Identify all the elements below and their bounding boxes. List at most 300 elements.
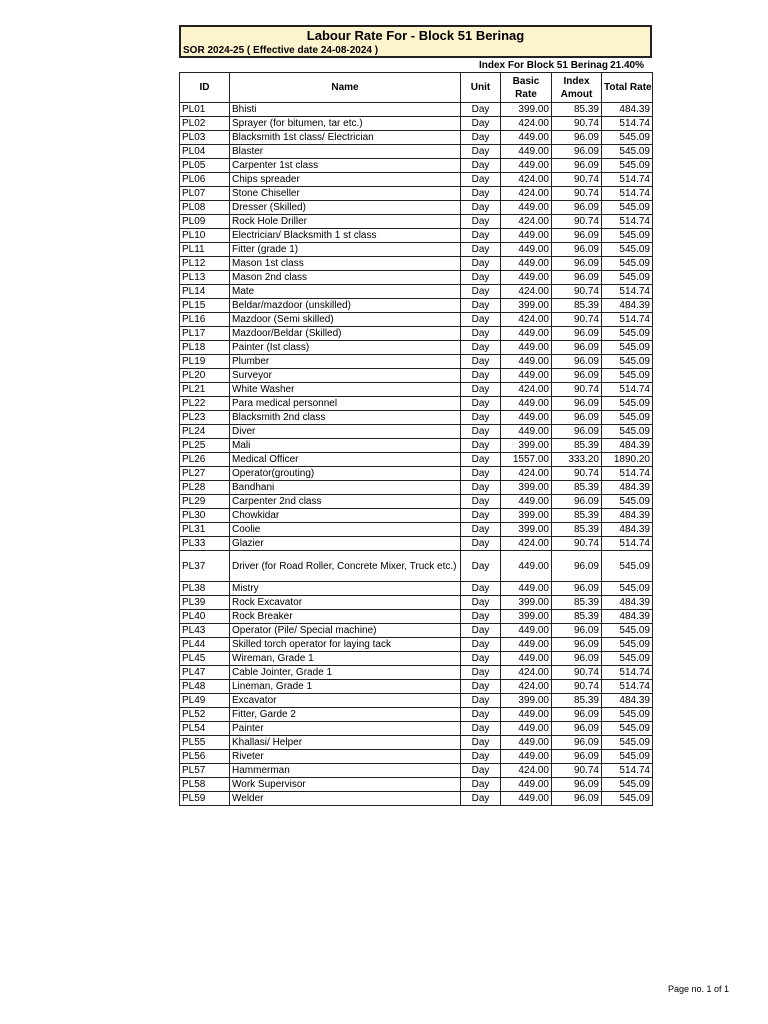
cell-total-rate: 484.39 bbox=[602, 509, 653, 523]
cell-index-amount: 96.09 bbox=[552, 341, 602, 355]
cell-total-rate: 545.09 bbox=[602, 145, 653, 159]
table-row bbox=[180, 736, 653, 750]
table-row bbox=[180, 229, 653, 243]
cell-total-rate: 484.39 bbox=[602, 610, 653, 624]
cell-unit: Day bbox=[461, 187, 501, 201]
cell-basic-rate: 424.00 bbox=[501, 383, 552, 397]
table-row bbox=[180, 299, 653, 313]
cell-unit: Day bbox=[461, 624, 501, 638]
cell-total-rate: 514.74 bbox=[602, 285, 653, 299]
cell-total-rate: 545.09 bbox=[602, 131, 653, 145]
cell-name: Painter bbox=[230, 722, 461, 736]
cell-index-amount: 90.74 bbox=[552, 666, 602, 680]
cell-total-rate: 545.09 bbox=[602, 243, 653, 257]
cell-id: PL03 bbox=[180, 131, 230, 145]
col-header-name: Name bbox=[230, 73, 461, 103]
table-row bbox=[180, 495, 653, 509]
cell-basic-rate: 449.00 bbox=[501, 257, 552, 271]
cell-basic-rate: 449.00 bbox=[501, 131, 552, 145]
cell-id: PL05 bbox=[180, 159, 230, 173]
cell-basic-rate: 399.00 bbox=[501, 694, 552, 708]
table-header-row bbox=[180, 73, 653, 103]
cell-basic-rate: 449.00 bbox=[501, 397, 552, 411]
cell-unit: Day bbox=[461, 257, 501, 271]
cell-id: PL19 bbox=[180, 355, 230, 369]
cell-name: Operator (Pile/ Special machine) bbox=[230, 624, 461, 638]
table-row bbox=[180, 201, 653, 215]
cell-id: PL04 bbox=[180, 145, 230, 159]
cell-total-rate: 545.09 bbox=[602, 341, 653, 355]
cell-id: PL17 bbox=[180, 327, 230, 341]
cell-name: White Washer bbox=[230, 383, 461, 397]
table-row bbox=[180, 341, 653, 355]
sheet-subtitle: SOR 2024-25 ( Effective date 24-08-2024 ) bbox=[183, 45, 379, 56]
table-row bbox=[180, 792, 653, 806]
cell-name: Work Supervisor bbox=[230, 778, 461, 792]
cell-index-amount: 96.09 bbox=[552, 229, 602, 243]
cell-unit: Day bbox=[461, 159, 501, 173]
cell-name: Chowkidar bbox=[230, 509, 461, 523]
cell-basic-rate: 449.00 bbox=[501, 145, 552, 159]
cell-name: Excavator bbox=[230, 694, 461, 708]
cell-id: PL37 bbox=[180, 551, 230, 582]
table-row bbox=[180, 285, 653, 299]
cell-unit: Day bbox=[461, 596, 501, 610]
cell-basic-rate: 424.00 bbox=[501, 313, 552, 327]
cell-basic-rate: 449.00 bbox=[501, 327, 552, 341]
cell-total-rate: 545.09 bbox=[602, 411, 653, 425]
cell-id: PL31 bbox=[180, 523, 230, 537]
cell-basic-rate: 424.00 bbox=[501, 173, 552, 187]
cell-total-rate: 484.39 bbox=[602, 439, 653, 453]
cell-unit: Day bbox=[461, 778, 501, 792]
cell-basic-rate: 399.00 bbox=[501, 299, 552, 313]
cell-name: Mazdoor/Beldar (Skilled) bbox=[230, 327, 461, 341]
cell-id: PL24 bbox=[180, 425, 230, 439]
table-row bbox=[180, 652, 653, 666]
cell-unit: Day bbox=[461, 736, 501, 750]
cell-name: Stone Chiseller bbox=[230, 187, 461, 201]
cell-total-rate: 514.74 bbox=[602, 680, 653, 694]
cell-basic-rate: 399.00 bbox=[501, 523, 552, 537]
cell-unit: Day bbox=[461, 764, 501, 778]
index-row bbox=[179, 58, 652, 72]
cell-id: PL26 bbox=[180, 453, 230, 467]
cell-total-rate: 484.39 bbox=[602, 694, 653, 708]
cell-unit: Day bbox=[461, 666, 501, 680]
table-row bbox=[180, 145, 653, 159]
index-value: 21.40% bbox=[610, 60, 644, 71]
cell-unit: Day bbox=[461, 201, 501, 215]
cell-total-rate: 514.74 bbox=[602, 467, 653, 481]
cell-unit: Day bbox=[461, 103, 501, 117]
cell-index-amount: 333.20 bbox=[552, 453, 602, 467]
cell-id: PL49 bbox=[180, 694, 230, 708]
cell-index-amount: 90.74 bbox=[552, 285, 602, 299]
cell-total-rate: 545.09 bbox=[602, 257, 653, 271]
cell-total-rate: 545.09 bbox=[602, 750, 653, 764]
cell-name: Welder bbox=[230, 792, 461, 806]
cell-id: PL45 bbox=[180, 652, 230, 666]
cell-total-rate: 545.09 bbox=[602, 624, 653, 638]
cell-index-amount: 90.74 bbox=[552, 313, 602, 327]
col-header-basic-rate bbox=[501, 73, 552, 103]
cell-index-amount: 96.09 bbox=[552, 271, 602, 285]
cell-basic-rate: 449.00 bbox=[501, 229, 552, 243]
cell-basic-rate: 399.00 bbox=[501, 439, 552, 453]
cell-basic-rate: 424.00 bbox=[501, 680, 552, 694]
cell-unit: Day bbox=[461, 425, 501, 439]
cell-name: Painter (Ist class) bbox=[230, 341, 461, 355]
table-row bbox=[180, 425, 653, 439]
cell-unit: Day bbox=[461, 271, 501, 285]
cell-name: Rock Excavator bbox=[230, 596, 461, 610]
cell-id: PL28 bbox=[180, 481, 230, 495]
table-row bbox=[180, 383, 653, 397]
cell-unit: Day bbox=[461, 439, 501, 453]
cell-unit: Day bbox=[461, 131, 501, 145]
cell-name: Mason 1st class bbox=[230, 257, 461, 271]
cell-total-rate: 545.09 bbox=[602, 722, 653, 736]
cell-name: Khallasi/ Helper bbox=[230, 736, 461, 750]
cell-id: PL52 bbox=[180, 708, 230, 722]
cell-total-rate: 514.74 bbox=[602, 383, 653, 397]
cell-id: PL33 bbox=[180, 537, 230, 551]
cell-index-amount: 90.74 bbox=[552, 215, 602, 229]
cell-id: PL30 bbox=[180, 509, 230, 523]
cell-unit: Day bbox=[461, 243, 501, 257]
cell-total-rate: 484.39 bbox=[602, 481, 653, 495]
cell-unit: Day bbox=[461, 369, 501, 383]
cell-basic-rate: 424.00 bbox=[501, 285, 552, 299]
cell-index-amount: 96.09 bbox=[552, 355, 602, 369]
cell-index-amount: 96.09 bbox=[552, 397, 602, 411]
cell-name: Rock Breaker bbox=[230, 610, 461, 624]
cell-basic-rate: 399.00 bbox=[501, 103, 552, 117]
cell-total-rate: 545.09 bbox=[602, 327, 653, 341]
cell-unit: Day bbox=[461, 117, 501, 131]
cell-total-rate: 484.39 bbox=[602, 523, 653, 537]
cell-unit: Day bbox=[461, 694, 501, 708]
cell-basic-rate: 424.00 bbox=[501, 187, 552, 201]
cell-id: PL57 bbox=[180, 764, 230, 778]
table-row bbox=[180, 131, 653, 145]
cell-index-amount: 96.09 bbox=[552, 159, 602, 173]
cell-unit: Day bbox=[461, 652, 501, 666]
cell-id: PL20 bbox=[180, 369, 230, 383]
cell-total-rate: 514.74 bbox=[602, 117, 653, 131]
cell-unit: Day bbox=[461, 537, 501, 551]
table-row bbox=[180, 453, 653, 467]
cell-id: PL54 bbox=[180, 722, 230, 736]
cell-unit: Day bbox=[461, 411, 501, 425]
cell-basic-rate: 399.00 bbox=[501, 610, 552, 624]
cell-unit: Day bbox=[461, 610, 501, 624]
cell-unit: Day bbox=[461, 229, 501, 243]
cell-basic-rate: 449.00 bbox=[501, 341, 552, 355]
cell-index-amount: 90.74 bbox=[552, 187, 602, 201]
cell-basic-rate: 399.00 bbox=[501, 481, 552, 495]
cell-basic-rate: 424.00 bbox=[501, 666, 552, 680]
cell-name: Riveter bbox=[230, 750, 461, 764]
cell-index-amount: 96.09 bbox=[552, 131, 602, 145]
table-row bbox=[180, 313, 653, 327]
cell-name: Blaster bbox=[230, 145, 461, 159]
cell-name: Rock Hole Driller bbox=[230, 215, 461, 229]
cell-name: Para medical personnel bbox=[230, 397, 461, 411]
cell-name: Carpenter 1st class bbox=[230, 159, 461, 173]
cell-basic-rate: 424.00 bbox=[501, 467, 552, 481]
cell-index-amount: 96.09 bbox=[552, 145, 602, 159]
cell-index-amount: 96.09 bbox=[552, 327, 602, 341]
table-row bbox=[180, 327, 653, 341]
cell-basic-rate: 424.00 bbox=[501, 764, 552, 778]
cell-name: Skilled torch operator for laying tack bbox=[230, 638, 461, 652]
cell-id: PL18 bbox=[180, 341, 230, 355]
table-row bbox=[180, 624, 653, 638]
cell-id: PL02 bbox=[180, 117, 230, 131]
cell-unit: Day bbox=[461, 638, 501, 652]
cell-name: Fitter (grade 1) bbox=[230, 243, 461, 257]
cell-name: Coolie bbox=[230, 523, 461, 537]
cell-id: PL47 bbox=[180, 666, 230, 680]
cell-basic-rate: 449.00 bbox=[501, 750, 552, 764]
cell-index-amount: 96.09 bbox=[552, 257, 602, 271]
cell-basic-rate: 449.00 bbox=[501, 355, 552, 369]
basic-rate-line1: Basic bbox=[512, 75, 540, 87]
cell-index-amount: 90.74 bbox=[552, 383, 602, 397]
table-row bbox=[180, 467, 653, 481]
cell-id: PL12 bbox=[180, 257, 230, 271]
cell-index-amount: 85.39 bbox=[552, 439, 602, 453]
table-row bbox=[180, 764, 653, 778]
cell-total-rate: 545.09 bbox=[602, 495, 653, 509]
index-amount-line2: Amout bbox=[560, 88, 593, 100]
table-row bbox=[180, 271, 653, 285]
cell-index-amount: 85.39 bbox=[552, 523, 602, 537]
table-row bbox=[180, 397, 653, 411]
cell-unit: Day bbox=[461, 145, 501, 159]
cell-index-amount: 96.09 bbox=[552, 652, 602, 666]
cell-id: PL44 bbox=[180, 638, 230, 652]
cell-id: PL25 bbox=[180, 439, 230, 453]
cell-unit: Day bbox=[461, 397, 501, 411]
table-row bbox=[180, 551, 653, 582]
cell-unit: Day bbox=[461, 383, 501, 397]
cell-index-amount: 85.39 bbox=[552, 509, 602, 523]
cell-id: PL11 bbox=[180, 243, 230, 257]
cell-total-rate: 514.74 bbox=[602, 537, 653, 551]
cell-unit: Day bbox=[461, 551, 501, 582]
table-row bbox=[180, 537, 653, 551]
cell-name: Blacksmith 1st class/ Electrician bbox=[230, 131, 461, 145]
table-row bbox=[180, 666, 653, 680]
cell-total-rate: 514.74 bbox=[602, 666, 653, 680]
cell-index-amount: 96.09 bbox=[552, 624, 602, 638]
cell-id: PL27 bbox=[180, 467, 230, 481]
cell-name: Hammerman bbox=[230, 764, 461, 778]
cell-unit: Day bbox=[461, 481, 501, 495]
col-header-index-amount bbox=[552, 73, 602, 103]
table-row bbox=[180, 117, 653, 131]
cell-index-amount: 96.09 bbox=[552, 369, 602, 383]
cell-id: PL59 bbox=[180, 792, 230, 806]
cell-total-rate: 545.09 bbox=[602, 582, 653, 596]
table-row bbox=[180, 708, 653, 722]
cell-name: Glazier bbox=[230, 537, 461, 551]
cell-id: PL01 bbox=[180, 103, 230, 117]
cell-name: Bhisti bbox=[230, 103, 461, 117]
cell-index-amount: 85.39 bbox=[552, 694, 602, 708]
table-row bbox=[180, 355, 653, 369]
page-number: Page no. 1 of 1 bbox=[668, 984, 730, 994]
table-row bbox=[180, 509, 653, 523]
cell-unit: Day bbox=[461, 708, 501, 722]
cell-name: Mazdoor (Semi skilled) bbox=[230, 313, 461, 327]
cell-index-amount: 96.09 bbox=[552, 638, 602, 652]
cell-total-rate: 545.09 bbox=[602, 638, 653, 652]
cell-total-rate: 545.09 bbox=[602, 159, 653, 173]
table-row bbox=[180, 582, 653, 596]
cell-unit: Day bbox=[461, 792, 501, 806]
cell-index-amount: 96.09 bbox=[552, 736, 602, 750]
cell-id: PL21 bbox=[180, 383, 230, 397]
cell-id: PL08 bbox=[180, 201, 230, 215]
cell-name: Blacksmith 2nd class bbox=[230, 411, 461, 425]
cell-id: PL22 bbox=[180, 397, 230, 411]
cell-unit: Day bbox=[461, 453, 501, 467]
cell-name: Surveyor bbox=[230, 369, 461, 383]
cell-unit: Day bbox=[461, 523, 501, 537]
cell-name: Mistry bbox=[230, 582, 461, 596]
cell-total-rate: 545.09 bbox=[602, 201, 653, 215]
table-row bbox=[180, 173, 653, 187]
cell-total-rate: 484.39 bbox=[602, 103, 653, 117]
table-row bbox=[180, 187, 653, 201]
table-row bbox=[180, 778, 653, 792]
cell-name: Driver (for Road Roller, Concrete Mixer, Truck etc.) bbox=[230, 551, 461, 582]
cell-unit: Day bbox=[461, 173, 501, 187]
table-row bbox=[180, 722, 653, 736]
cell-index-amount: 85.39 bbox=[552, 610, 602, 624]
cell-basic-rate: 449.00 bbox=[501, 495, 552, 509]
cell-basic-rate: 424.00 bbox=[501, 117, 552, 131]
cell-unit: Day bbox=[461, 509, 501, 523]
cell-name: Dresser (Skilled) bbox=[230, 201, 461, 215]
cell-basic-rate: 449.00 bbox=[501, 722, 552, 736]
cell-total-rate: 545.09 bbox=[602, 652, 653, 666]
cell-basic-rate: 449.00 bbox=[501, 736, 552, 750]
cell-total-rate: 545.09 bbox=[602, 792, 653, 806]
table-row bbox=[180, 215, 653, 229]
cell-basic-rate: 449.00 bbox=[501, 582, 552, 596]
cell-basic-rate: 449.00 bbox=[501, 425, 552, 439]
cell-id: PL07 bbox=[180, 187, 230, 201]
cell-basic-rate: 449.00 bbox=[501, 551, 552, 582]
cell-total-rate: 545.09 bbox=[602, 736, 653, 750]
cell-name: Carpenter 2nd class bbox=[230, 495, 461, 509]
cell-unit: Day bbox=[461, 750, 501, 764]
table-row bbox=[180, 750, 653, 764]
cell-total-rate: 545.09 bbox=[602, 551, 653, 582]
cell-basic-rate: 1557.00 bbox=[501, 453, 552, 467]
cell-index-amount: 96.09 bbox=[552, 425, 602, 439]
cell-id: PL13 bbox=[180, 271, 230, 285]
cell-total-rate: 545.09 bbox=[602, 271, 653, 285]
cell-unit: Day bbox=[461, 341, 501, 355]
cell-index-amount: 96.09 bbox=[552, 551, 602, 582]
title-banner bbox=[179, 25, 652, 58]
cell-total-rate: 545.09 bbox=[602, 355, 653, 369]
cell-id: PL10 bbox=[180, 229, 230, 243]
cell-unit: Day bbox=[461, 582, 501, 596]
cell-total-rate: 545.09 bbox=[602, 397, 653, 411]
cell-name: Chips spreader bbox=[230, 173, 461, 187]
cell-total-rate: 545.09 bbox=[602, 425, 653, 439]
cell-unit: Day bbox=[461, 495, 501, 509]
cell-name: Diver bbox=[230, 425, 461, 439]
cell-total-rate: 514.74 bbox=[602, 173, 653, 187]
table-row bbox=[180, 610, 653, 624]
cell-name: Wireman, Grade 1 bbox=[230, 652, 461, 666]
cell-basic-rate: 399.00 bbox=[501, 509, 552, 523]
cell-name: Cable Jointer, Grade 1 bbox=[230, 666, 461, 680]
cell-total-rate: 484.39 bbox=[602, 299, 653, 313]
cell-unit: Day bbox=[461, 722, 501, 736]
cell-index-amount: 85.39 bbox=[552, 481, 602, 495]
cell-unit: Day bbox=[461, 327, 501, 341]
cell-name: Lineman, Grade 1 bbox=[230, 680, 461, 694]
labour-rate-table bbox=[179, 72, 653, 806]
cell-index-amount: 96.09 bbox=[552, 778, 602, 792]
cell-index-amount: 96.09 bbox=[552, 201, 602, 215]
cell-total-rate: 545.09 bbox=[602, 369, 653, 383]
cell-unit: Day bbox=[461, 467, 501, 481]
cell-basic-rate: 449.00 bbox=[501, 159, 552, 173]
cell-index-amount: 96.09 bbox=[552, 708, 602, 722]
cell-index-amount: 90.74 bbox=[552, 467, 602, 481]
cell-id: PL23 bbox=[180, 411, 230, 425]
cell-unit: Day bbox=[461, 285, 501, 299]
cell-index-amount: 96.09 bbox=[552, 750, 602, 764]
cell-id: PL15 bbox=[180, 299, 230, 313]
cell-basic-rate: 449.00 bbox=[501, 708, 552, 722]
cell-basic-rate: 449.00 bbox=[501, 369, 552, 383]
index-amount-line1: Index bbox=[563, 75, 590, 87]
cell-name: Plumber bbox=[230, 355, 461, 369]
col-header-unit: Unit bbox=[461, 73, 501, 103]
table-row bbox=[180, 439, 653, 453]
cell-index-amount: 96.09 bbox=[552, 722, 602, 736]
cell-index-amount: 90.74 bbox=[552, 680, 602, 694]
cell-total-rate: 545.09 bbox=[602, 708, 653, 722]
cell-name: Operator(grouting) bbox=[230, 467, 461, 481]
table-row bbox=[180, 694, 653, 708]
cell-name: Mate bbox=[230, 285, 461, 299]
table-row bbox=[180, 243, 653, 257]
col-header-total-rate: Total Rate bbox=[602, 73, 653, 103]
cell-id: PL29 bbox=[180, 495, 230, 509]
cell-unit: Day bbox=[461, 313, 501, 327]
table-row bbox=[180, 680, 653, 694]
cell-total-rate: 514.74 bbox=[602, 215, 653, 229]
cell-index-amount: 96.09 bbox=[552, 495, 602, 509]
cell-total-rate: 484.39 bbox=[602, 596, 653, 610]
cell-index-amount: 90.74 bbox=[552, 117, 602, 131]
cell-index-amount: 85.39 bbox=[552, 103, 602, 117]
cell-total-rate: 545.09 bbox=[602, 778, 653, 792]
table-row bbox=[180, 257, 653, 271]
